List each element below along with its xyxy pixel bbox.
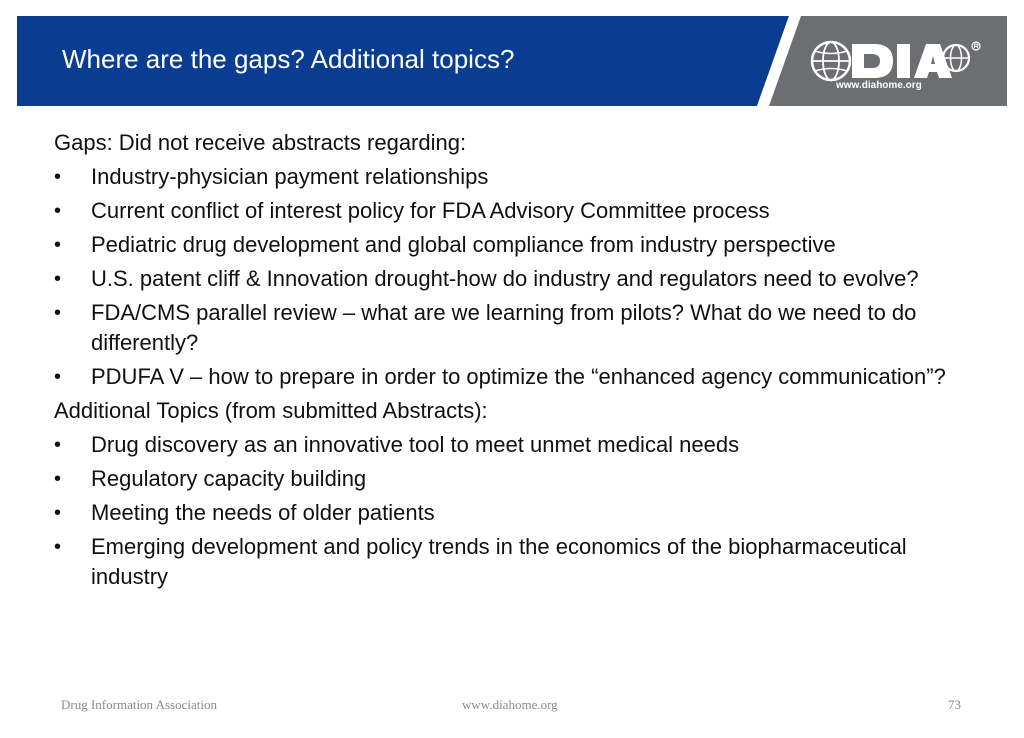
globe-left-icon: [812, 42, 850, 80]
list-item-text: Current conflict of interest policy for FDA Advisory Committee process: [91, 198, 770, 223]
list-item-text: Regulatory capacity building: [91, 466, 367, 491]
list-item-text: PDUFA V – how to prepare in order to optimize the “enhanced agency communication”?: [91, 364, 946, 389]
bullet-icon: •: [54, 302, 62, 324]
list-item-text: Industry-physician payment relationships: [91, 164, 489, 189]
list-item: [54, 264, 974, 294]
footer-organization: Drug Information Association: [61, 697, 217, 712]
list-item: [54, 498, 974, 528]
bullet-icon: •: [54, 502, 62, 524]
slide-body: [54, 128, 974, 596]
bullet-icon: •: [54, 468, 62, 490]
list-item: [54, 298, 974, 358]
list-item-text: Pediatric drug development and global compliance from industry perspective: [91, 232, 836, 257]
additional-topics-heading: Additional Topics (from submitted Abstracts):: [54, 398, 488, 423]
additional-topics-list: [54, 430, 974, 592]
logo-website: www.diahome.org: [836, 80, 922, 91]
list-item: [54, 196, 974, 226]
bullet-icon: •: [54, 234, 62, 256]
page-number: 73: [948, 697, 961, 712]
logo-letter-i: [897, 44, 910, 78]
bullet-icon: •: [54, 434, 62, 456]
slide-title: Where are the gaps? Additional topics?: [62, 44, 515, 74]
bullet-icon: •: [54, 366, 62, 388]
logo-letter-d: [852, 44, 893, 78]
list-item: [54, 430, 974, 460]
bullet-icon: •: [54, 536, 62, 558]
list-item-text: Meeting the needs of older patients: [91, 500, 435, 525]
globe-right-icon: [943, 45, 969, 71]
list-item-text: FDA/CMS parallel review – what are we learning from pilots? What do we need to do differently?: [91, 300, 917, 355]
registered-mark-icon: [972, 42, 980, 50]
gaps-heading: Gaps: Did not receive abstracts regarding:: [54, 130, 467, 155]
list-item-text: Emerging development and policy trends in the economics of the biopharmaceutical industry: [91, 534, 907, 589]
list-item: [54, 464, 974, 494]
bullet-icon: •: [54, 166, 62, 188]
bullet-icon: •: [54, 200, 62, 222]
list-item-text: U.S. patent cliff & Innovation drought-how do industry and regulators need to evolve?: [91, 266, 919, 291]
gaps-list: [54, 162, 974, 392]
list-item-text: Drug discovery as an innovative tool to meet unmet medical needs: [91, 432, 740, 457]
footer-website: www.diahome.org: [462, 697, 558, 712]
list-item: [54, 532, 974, 592]
list-item: [54, 362, 974, 392]
list-item: [54, 230, 974, 260]
bullet-icon: •: [54, 268, 62, 290]
list-item: [54, 162, 974, 192]
